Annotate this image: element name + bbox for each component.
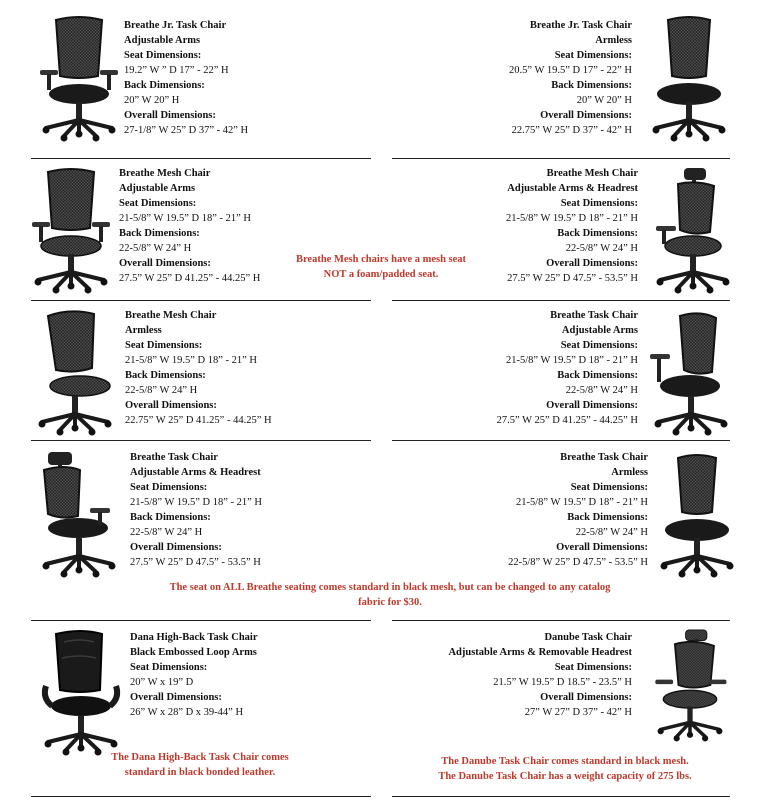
dana-note-line-1: The Dana High-Back Task Chair comes (111, 752, 289, 763)
divider (392, 158, 730, 159)
overall-label: Overall Dimensions: (540, 110, 632, 121)
seat-value: 19.2” W ” D 17” - 22” H (124, 65, 229, 76)
chair-image-breathe-task-armless (652, 450, 742, 578)
chair-image-breathe-mesh-armless (30, 308, 120, 436)
fabric-note-line-2: fabric for $30. (358, 597, 422, 608)
back-value: 20” W 20” H (576, 95, 632, 106)
seat-label: Seat Dimensions: (570, 482, 648, 493)
overall-label: Overall Dimensions: (125, 400, 217, 411)
divider (31, 158, 371, 159)
product-name: Danube Task Chair (544, 632, 632, 643)
overall-value: 27.5” W 25” D 47.5” - 53.5” H (130, 557, 261, 568)
divider (392, 300, 730, 301)
overall-label: Overall Dimensions: (540, 692, 632, 703)
back-value: 22-5/8” W 24” H (565, 243, 638, 254)
seat-label: Seat Dimensions: (125, 340, 203, 351)
product-name: Breathe Task Chair (550, 310, 638, 321)
seat-label: Seat Dimensions: (119, 198, 197, 209)
divider (31, 620, 371, 621)
seat-value: 21-5/8” W 19.5” D 18” - 21” H (130, 497, 262, 508)
product-name: Breathe Mesh Chair (546, 168, 638, 179)
overall-value: 22.75” W 25” D 37” - 42” H (511, 125, 632, 136)
seat-value: 20.5” W 19.5” D 17” - 22” H (509, 65, 632, 76)
product-name: Breathe Task Chair (130, 452, 218, 463)
product-variant: Adjustable Arms (124, 35, 201, 46)
divider (392, 620, 730, 621)
seat-value: 21-5/8” W 19.5” D 18” - 21” H (506, 213, 638, 224)
back-label: Back Dimensions: (124, 80, 205, 91)
chair-image-breathe-mesh-arms-headrest (648, 166, 738, 294)
product-spec-dana (130, 630, 350, 720)
overall-label: Overall Dimensions: (124, 110, 216, 121)
back-label: Back Dimensions: (551, 80, 632, 91)
chair-image-breathe-mesh-arms (26, 166, 116, 294)
seat-label: Seat Dimensions: (560, 198, 638, 209)
product-variant: Adjustable Arms (561, 325, 638, 336)
fabric-upgrade-note (120, 580, 660, 610)
overall-value: 22.75” W 25” D 41.25” - 44.25” H (125, 415, 272, 426)
divider (31, 796, 371, 797)
product-variant: Adjustable Arms & Headrest (130, 467, 261, 478)
back-label: Back Dimensions: (119, 228, 200, 239)
overall-value: 27.5” W 25” D 41.25” - 44.25” H (496, 415, 638, 426)
overall-value: 27.5” W 25” D 47.5” - 53.5” H (507, 273, 638, 284)
seat-label: Seat Dimensions: (130, 482, 208, 493)
overall-label: Overall Dimensions: (546, 400, 638, 411)
chair-image-breathe-task-arms-headrest (34, 450, 124, 578)
danube-note-line-2: The Danube Task Chair has a weight capacity of 275 lbs. (438, 771, 692, 782)
back-value: 22-5/8” W 24” H (119, 243, 192, 254)
seat-value: 20” W x 19” D (130, 677, 194, 688)
back-value: 22-5/8” W 24” H (130, 527, 203, 538)
back-label: Back Dimensions: (557, 370, 638, 381)
product-name: Breathe Jr. Task Chair (529, 20, 632, 31)
divider (392, 440, 730, 441)
divider (31, 300, 371, 301)
danube-mesh-note (400, 754, 730, 784)
overall-value: 27” W 27” D 37” - 42” H (524, 707, 632, 718)
back-value: 22-5/8” W 24” H (575, 527, 648, 538)
divider (392, 796, 730, 797)
back-label: Back Dimensions: (567, 512, 648, 523)
product-variant: Armless (611, 467, 648, 478)
product-spec-breathe-mesh-arms-headrest (420, 166, 638, 286)
mesh-note-line-1: Breathe Mesh chairs have a mesh seat (295, 254, 467, 265)
product-name: Breathe Mesh Chair (125, 310, 217, 321)
danube-note-line-1: The Danube Task Chair comes standard in black mesh. (441, 756, 689, 767)
overall-value: 27.5” W 25” D 41.25” - 44.25” H (119, 273, 261, 284)
product-spec-breathe-task-armless (430, 450, 648, 570)
back-label: Back Dimensions: (130, 512, 211, 523)
seat-value: 21-5/8” W 19.5” D 18” - 21” H (119, 213, 251, 224)
overall-label: Overall Dimensions: (119, 258, 211, 269)
seat-label: Seat Dimensions: (124, 50, 202, 61)
seat-value: 21-5/8” W 19.5” D 18” - 21” H (506, 355, 638, 366)
mesh-note-line-2: NOT a foam/padded seat. (323, 269, 439, 280)
divider (31, 440, 371, 441)
back-value: 20” W 20” H (124, 95, 180, 106)
overall-label: Overall Dimensions: (556, 542, 648, 553)
product-name: Breathe Task Chair (560, 452, 648, 463)
overall-label: Overall Dimensions: (546, 258, 638, 269)
overall-label: Overall Dimensions: (130, 692, 222, 703)
product-variant: Adjustable Arms (119, 183, 196, 194)
chair-image-breathe-jr-arms (34, 14, 124, 142)
overall-value: 22-5/8” W 25” D 47.5” - 53.5” H (508, 557, 648, 568)
seat-label: Seat Dimensions: (554, 50, 632, 61)
back-label: Back Dimensions: (125, 370, 206, 381)
seat-value: 21.5” W 19.5” D 18.5” - 23.5” H (493, 677, 632, 688)
product-name: Dana High-Back Task Chair (130, 632, 258, 643)
product-spec-breathe-jr-armless (420, 18, 632, 138)
back-label: Back Dimensions: (557, 228, 638, 239)
product-spec-breathe-task-arms-headrest (130, 450, 350, 570)
product-spec-danube (400, 630, 632, 720)
chair-image-dana-high-back (36, 628, 126, 756)
dana-leather-note (70, 750, 330, 780)
product-name: Breathe Jr. Task Chair (124, 20, 227, 31)
product-spec-breathe-task-arms (420, 308, 638, 428)
back-value: 22-5/8” W 24” H (565, 385, 638, 396)
back-value: 22-5/8” W 24” H (125, 385, 198, 396)
product-variant: Armless (595, 35, 632, 46)
overall-label: Overall Dimensions: (130, 542, 222, 553)
seat-label: Seat Dimensions: (554, 662, 632, 673)
product-variant: Armless (125, 325, 162, 336)
seat-label: Seat Dimensions: (130, 662, 208, 673)
overall-value: 27-1/8” W 25” D 37” - 42” H (124, 125, 249, 136)
chair-image-breathe-jr-armless (644, 14, 734, 142)
product-spec-breathe-mesh-armless (125, 308, 345, 428)
product-spec-breathe-jr-arms (124, 18, 354, 138)
overall-value: 26” W x 28” D x 39-44” H (130, 707, 244, 718)
seat-value: 21-5/8” W 19.5” D 18” - 21” H (516, 497, 648, 508)
chair-image-danube (650, 628, 730, 742)
seat-value: 21-5/8” W 19.5” D 18” - 21” H (125, 355, 257, 366)
seat-label: Seat Dimensions: (560, 340, 638, 351)
product-variant: Adjustable Arms & Removable Headrest (448, 647, 632, 658)
product-variant: Adjustable Arms & Headrest (507, 183, 638, 194)
chair-image-breathe-task-arms (646, 308, 736, 436)
product-variant: Black Embossed Loop Arms (130, 647, 257, 658)
dana-note-line-2: standard in black bonded leather. (124, 767, 276, 778)
fabric-note-line-1: The seat on ALL Breathe seating comes standard in black mesh, but can be changed to any catalog (169, 582, 611, 593)
product-name: Breathe Mesh Chair (119, 168, 211, 179)
